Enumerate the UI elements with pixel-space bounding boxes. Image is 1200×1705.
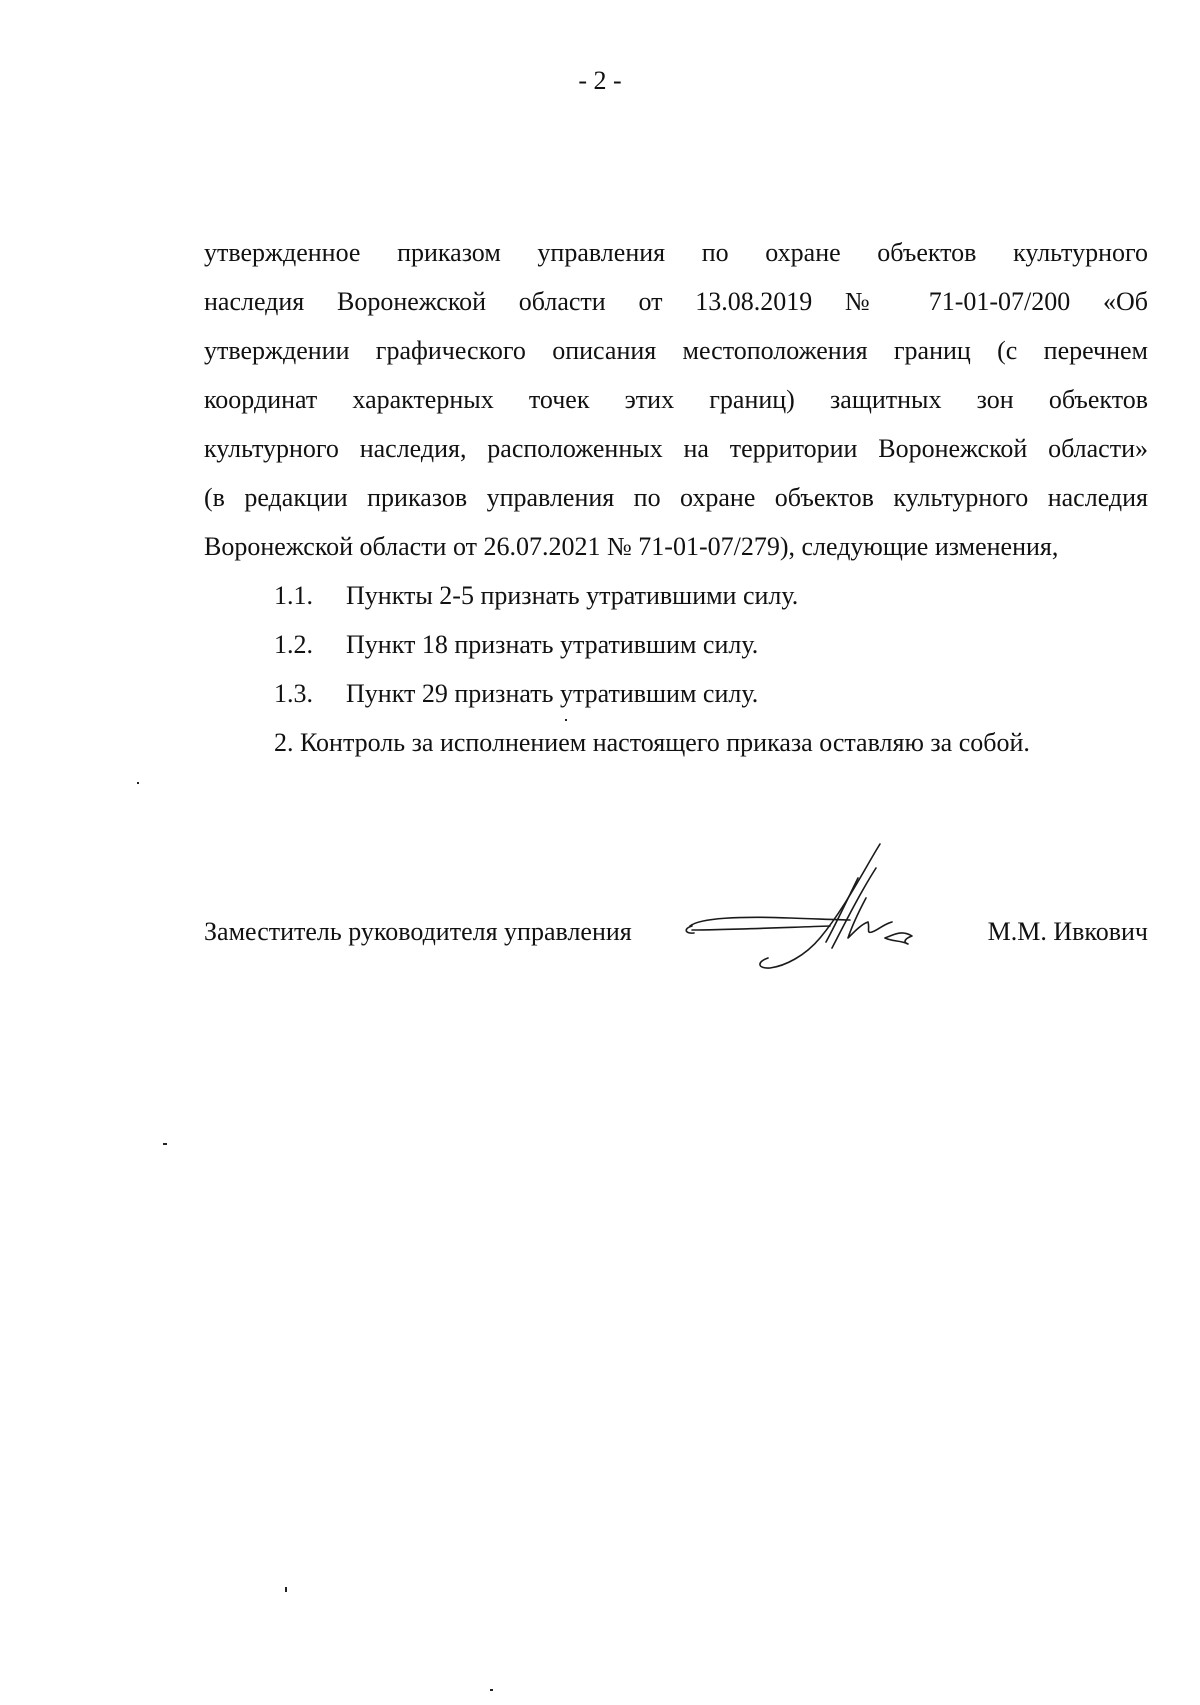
page-number: - 2 - bbox=[578, 66, 622, 95]
body-line: координат характерных точек этих границ) защитных зон объектов bbox=[204, 385, 1148, 414]
body-line: (в редакции приказов управления по охране объектов культурного наследия bbox=[204, 483, 1148, 512]
list-item-1-1 bbox=[204, 571, 1148, 620]
signature-tail-stroke bbox=[885, 933, 912, 944]
signature-flourish-stroke bbox=[692, 926, 830, 930]
scan-speck bbox=[490, 1689, 493, 1691]
list-item-text: Пункт 18 признать утратившим силу. bbox=[346, 630, 759, 659]
list-item-1-3 bbox=[204, 669, 1148, 718]
signature-flourish-stroke bbox=[690, 917, 850, 926]
signature-block bbox=[204, 912, 1148, 952]
list-item-number: 1.1. bbox=[274, 581, 313, 610]
body-line: Воронежской области от 26.07.2021 № 71-01-07/279), следующие изменения, bbox=[204, 532, 1059, 561]
document-body bbox=[204, 228, 1148, 767]
list-item-text: Пункт 29 признать утратившим силу. bbox=[346, 679, 759, 708]
scan-speck bbox=[163, 1143, 167, 1145]
scan-speck bbox=[137, 782, 139, 784]
body-line: утвержденное приказом управления по охране объектов культурного bbox=[204, 238, 1148, 267]
body-line: культурного наследия, расположенных на территории Воронежской области» bbox=[204, 434, 1148, 463]
body-line: наследия Воронежской области от 13.08.2019 № 71-01-07/200 «Об bbox=[204, 287, 1148, 316]
list-item-text: Пункты 2-5 признать утратившими силу. bbox=[346, 581, 799, 610]
signatory-position: Заместитель руководителя управления bbox=[204, 917, 632, 946]
signatory-name: М.М. Ивкович bbox=[987, 917, 1148, 946]
body-line: утверждении графического описания местоположения границ (с перечнем bbox=[204, 336, 1148, 365]
scan-speck bbox=[565, 719, 567, 721]
handwritten-signature bbox=[680, 838, 950, 978]
scan-speck bbox=[285, 1587, 287, 1592]
list-item-number: 1.2. bbox=[274, 630, 313, 659]
list-item-2: 2. Контроль за исполнением настоящего приказа оставляю за собой. bbox=[274, 728, 1030, 757]
signature-main-stroke bbox=[832, 868, 876, 948]
list-item-number: 1.3. bbox=[274, 679, 313, 708]
list-item-1-2 bbox=[204, 620, 1148, 669]
